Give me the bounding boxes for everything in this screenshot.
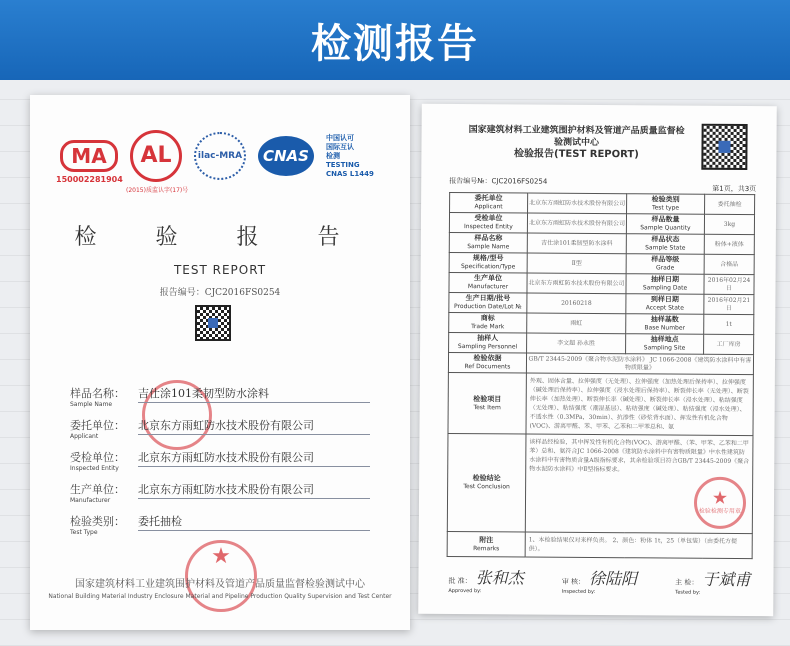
table-row xyxy=(449,272,754,294)
table-row xyxy=(449,292,754,314)
signature-label: 批 准： xyxy=(448,576,472,586)
cnas-text-line: 中国认可 xyxy=(326,133,354,142)
row-label: 生产单位 Manufacturer xyxy=(449,272,527,293)
signature-label-en: Inspected by: xyxy=(561,588,596,595)
report-header xyxy=(446,124,706,162)
star-icon: ★ xyxy=(211,544,231,569)
row-label: 抽样人 Sampling Personnel xyxy=(449,332,527,353)
cma-number: 150002281904 xyxy=(56,175,123,184)
row-label: 抽样地点 Sampling Site xyxy=(626,334,704,355)
field-label-en: Manufacturer xyxy=(70,497,111,504)
row-label: 到样日期 Accept State xyxy=(626,294,704,315)
field-label-en: Inspected Entity xyxy=(70,465,119,472)
row-label: 样品名称 Sample Name xyxy=(449,232,527,253)
report-body xyxy=(446,192,755,596)
row-label: 检验类别 Test type xyxy=(627,194,705,215)
row-label: 委托单位 Applicant xyxy=(450,192,528,213)
field-label: 样品名称： xyxy=(70,387,125,400)
signature-label: 主 检： xyxy=(675,578,699,587)
field-value: 北京东方雨虹防水技术股份有限公司 xyxy=(138,417,370,435)
report-table xyxy=(447,192,756,559)
row-value: GB/T 23445-2009《聚合物水泥防水涂料》 JC 1066-2008《建筑防水涂料中有害物质限量》 xyxy=(526,353,753,375)
row-label: 受检单位 Inspected Entity xyxy=(449,212,527,233)
field-value: 委托抽检 xyxy=(138,513,370,531)
report-subtitle: TEST REPORT xyxy=(173,263,267,277)
row-value: 1、本检验结果仅对来样负责。 2、颜色：粉体 1t，25（单包装）（由委托方提供）。 xyxy=(525,532,752,559)
row-label: 检验依据 Ref Documents xyxy=(448,352,526,373)
row-label: 附注 Remarks xyxy=(447,531,525,557)
signatures xyxy=(446,565,752,596)
cnas-text-line: 检测 xyxy=(326,151,340,160)
field-value: 吉仕涂101柔韧型防水涂料 xyxy=(138,385,370,403)
table-row xyxy=(449,312,754,334)
row-value: 北京东方雨虹防水技术股份有限公司 xyxy=(527,213,626,234)
signature-label-en: Tested by: xyxy=(675,589,701,596)
row-label: 检验项目 Test Item xyxy=(448,372,526,434)
row-value: 李文超 孙永胜 xyxy=(527,333,626,354)
signature-name: 于斌甫 xyxy=(702,569,751,590)
field-applicant xyxy=(70,417,370,440)
issuer-name-cn: 国家建筑材料工业建筑围护材料及管道产品质量监督检验测试中心 xyxy=(75,579,365,590)
row-value: 3kg xyxy=(704,214,754,234)
table-row xyxy=(449,232,754,254)
signature-name: 徐陆阳 xyxy=(589,568,638,589)
row-value: 1t xyxy=(704,314,754,334)
row-value: 2016年02月24日 xyxy=(704,274,754,294)
row-value: 外观、固体含量、拉伸强度（无处理）、拉伸强度（加热处理后保持率）、拉伸强度（碱处理后保持率）、拉伸强度（浸水处理后保持率）、断裂伸长率（无处理）、断裂伸长率（加热处理）、断裂伸长率（碱处理）、断裂伸长率（浸水处理）、粘结强度（无处理）、粘结强度（潮湿基层）、粘结强度（碱处理）、粘结强度（浸水处理）、不透水性（0.3MPa，30min）、抗渗性（砂浆背水面）、挥发性有机化合物(VOC)、游离甲醛、苯、甲苯、乙苯和二甲苯总和、氨 xyxy=(526,373,753,436)
report-number: 报告编号：CJC2016FS0254 xyxy=(159,288,281,298)
row-label: 样品状态 Sample State xyxy=(626,234,704,255)
table-row-ref xyxy=(448,352,753,374)
cnas-text-line: 国际互认 xyxy=(326,142,354,151)
report-title: 检 验 报 告 xyxy=(74,225,366,250)
cal-logo: AL xyxy=(130,130,182,182)
ilac-mra-logo: ilac-MRA xyxy=(194,132,246,180)
cnas-text xyxy=(326,134,374,179)
header-line: 验测试中心 xyxy=(553,137,600,149)
field-manufacturer xyxy=(70,481,370,504)
row-value: 委托抽检 xyxy=(705,194,755,214)
row-value: 北京东方雨虹防水技术股份有限公司 xyxy=(527,273,626,294)
test-report-page xyxy=(418,104,777,616)
cal-number: (2015)质监认字(17)号 xyxy=(126,187,189,194)
signature-label: 审 核： xyxy=(561,577,586,586)
table-row xyxy=(449,252,754,274)
issuer-name-en: National Building Material Industry Enclosure Material and Pipeline Production Quality Supervision and Test Center xyxy=(48,593,392,600)
table-row-conclusion xyxy=(447,433,753,533)
field-inspected-entity xyxy=(70,449,370,472)
row-label: 检验结论 Test Conclusion xyxy=(447,433,526,532)
cnas-logo: CNAS xyxy=(258,136,314,176)
signature-tested xyxy=(675,567,750,597)
row-value: 北京东方雨虹防水技术股份有限公司 xyxy=(528,193,627,214)
table-row xyxy=(450,192,755,214)
row-label: 抽样基数 Base Number xyxy=(626,314,704,335)
header-banner xyxy=(0,0,790,80)
row-value: 粉体+液体 xyxy=(704,234,754,254)
field-value: 北京东方雨虹防水技术股份有限公司 xyxy=(138,449,370,467)
table-row-items xyxy=(448,372,753,435)
qr-code xyxy=(195,305,231,341)
row-value: 吉仕涂101柔韧型防水涂料 xyxy=(527,233,626,254)
field-label: 检验类别： xyxy=(70,515,125,528)
field-label-en: Sample Name xyxy=(70,401,113,408)
signature-label-en: Approved by: xyxy=(448,587,482,595)
field-label: 受检单位： xyxy=(70,451,125,464)
inspection-seal xyxy=(694,477,746,529)
cma-logo: MA xyxy=(60,140,118,172)
field-value: 北京东方雨虹防水技术股份有限公司 xyxy=(138,481,370,499)
signature-inspected xyxy=(562,566,637,596)
row-label: 商标 Trade Mark xyxy=(449,312,527,333)
field-label-en: Applicant xyxy=(70,433,99,440)
row-value: 合格品 xyxy=(704,254,754,274)
signature-approved xyxy=(448,565,523,595)
row-label: 样品数量 Sample Quantity xyxy=(626,214,704,235)
header-title: 检验报告(TEST REPORT) xyxy=(514,148,639,161)
qr-code xyxy=(701,124,747,170)
certificate-cover xyxy=(30,95,410,630)
page-indicator: 第1页，共3页 xyxy=(712,184,757,194)
row-value: 该样品经检验，其中挥发性有机化合物(VOC)、游离甲醛、（苯、甲苯、乙苯和二甲苯）总和、氨符合JC 1066-2008《建筑防水涂料中有害物质限量》中水性建筑防水涂料中有害物质含量A级指标要求，其余检验项目符合GB/T 23445-2009《聚合物水泥防水涂料》中Ⅱ型指标要求。 ★ 检验检测专用章 xyxy=(525,434,753,534)
cnas-text-line: CNAS L1449 xyxy=(326,169,374,178)
page-title: 检测报告 xyxy=(311,20,479,67)
header-line: 国家建筑材料工业建筑围护材料及管道产品质量监督检 xyxy=(468,125,685,137)
seal-text: 检验检测专用章 xyxy=(698,507,741,516)
report-number: 报告编号№：CJC2016FS0254 xyxy=(449,176,548,186)
row-label: 样品等级 Grade xyxy=(626,254,704,275)
field-test-type xyxy=(70,513,370,536)
row-value: Ⅱ型 xyxy=(527,253,626,274)
field-sample-name xyxy=(70,385,370,408)
field-label-en: Test Type xyxy=(70,529,98,536)
field-label: 生产单位： xyxy=(70,483,125,496)
row-value: 20160218 xyxy=(527,293,626,314)
signature-name: 张和杰 xyxy=(475,568,524,588)
row-label: 规格/型号 Specification/Type xyxy=(449,252,527,273)
field-label: 委托单位： xyxy=(70,419,125,432)
table-row-remarks xyxy=(447,531,752,558)
table-row xyxy=(449,332,754,354)
row-label: 抽样日期 Sampling Date xyxy=(626,274,704,295)
star-icon: ★ xyxy=(711,487,729,509)
table-row xyxy=(449,212,754,234)
cnas-text-line: TESTING xyxy=(326,160,360,169)
row-label: 生产日期/批号 Production Date/Lot № xyxy=(449,292,527,313)
row-value: 2016年02月21日 xyxy=(704,294,754,314)
row-value: 雨虹 xyxy=(527,313,626,334)
row-value: 工厂库房 xyxy=(704,334,754,354)
